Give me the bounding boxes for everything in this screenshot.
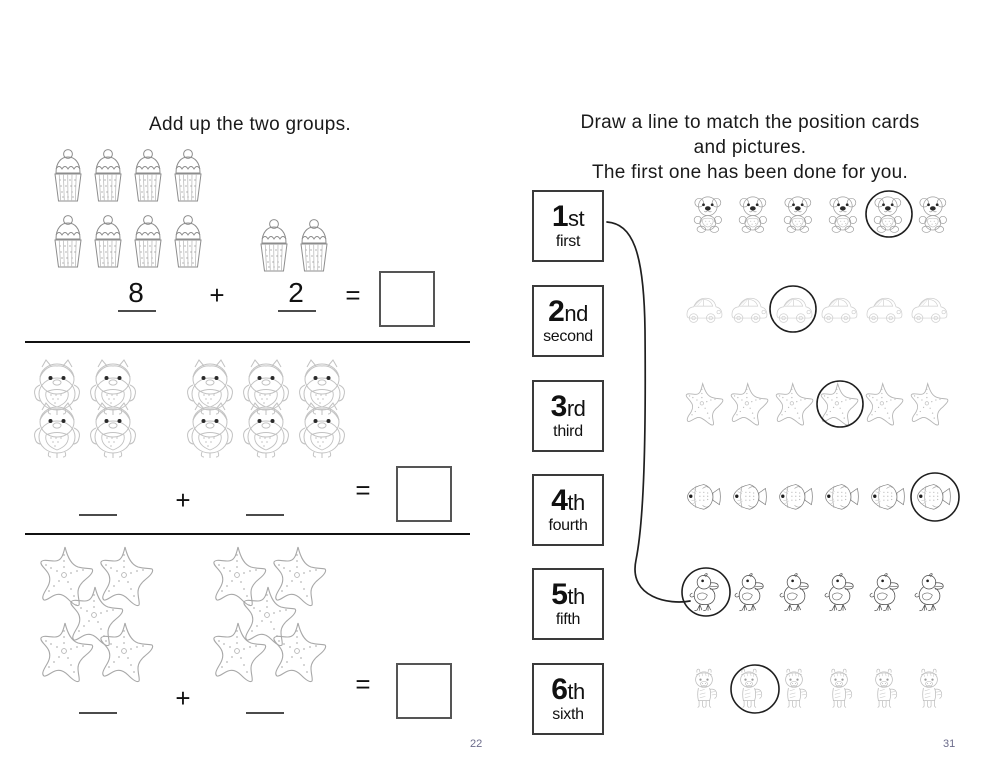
owl-group2-art	[183, 355, 383, 455]
problem-1-equation	[0, 278, 500, 324]
problem-3-addend-2-line	[246, 712, 284, 714]
picture-row-bear	[685, 190, 985, 250]
position-card-6th-word: sixth	[552, 705, 584, 723]
circle-marker-fish-6	[911, 473, 959, 521]
problem-2-addend-1-line	[79, 514, 117, 516]
bear-row-art	[685, 190, 985, 250]
picture-row-duck	[685, 568, 985, 628]
picture-row-zebra	[685, 663, 985, 723]
position-card-4th-word: fourth	[548, 516, 588, 534]
zebra-row-art	[685, 663, 985, 727]
picture-row-car	[685, 285, 985, 345]
starfish-group2-art	[208, 543, 368, 678]
problem-2-plus-sign: +	[175, 485, 191, 515]
position-card-1st[interactable]	[532, 190, 604, 262]
problem-1-addend-1-line	[118, 310, 156, 312]
duck-row-art	[685, 568, 985, 632]
circle-marker-car-3	[770, 286, 816, 332]
position-card-3rd-ordinal: 3rd	[550, 390, 586, 424]
owl-group-art	[30, 355, 180, 455]
problem-2-group-1	[30, 355, 180, 455]
problem-3-group-2	[208, 543, 368, 678]
position-card-1st-ordinal: 1st	[551, 200, 585, 234]
problem-2-group-2	[183, 355, 383, 455]
problem-3-addend-1-line	[79, 712, 117, 714]
starfish-row-art	[685, 378, 985, 438]
cupcake-group-art	[50, 145, 280, 275]
position-card-3rd-word: third	[553, 422, 583, 440]
problem-1-group-1	[50, 145, 280, 275]
right-instruction-line-2: and pictures.	[693, 137, 807, 159]
right-instruction-line-1: Draw a line to match the position cards	[580, 112, 920, 133]
problem-3-plus-sign: +	[175, 683, 191, 713]
problem-1-addend-1: 8	[128, 277, 144, 308]
fish-row-art	[685, 473, 995, 533]
problem-2-equals-sign: =	[355, 475, 371, 505]
starfish-group-art	[35, 543, 195, 678]
problem-1-plus-sign: +	[209, 280, 225, 310]
left-page-instruction: Add up the two groups.	[148, 114, 351, 135]
problem-3-answer-box[interactable]	[396, 663, 452, 719]
problem-divider-1	[25, 341, 470, 343]
problem-1-addend-2-line	[278, 310, 316, 312]
problem-1-equals-sign: =	[345, 280, 361, 310]
position-card-2nd-ordinal: 2nd	[548, 295, 588, 329]
left-page-number: 22	[470, 738, 483, 750]
right-worksheet-page	[500, 0, 1000, 762]
problem-3-equals-sign: =	[355, 669, 371, 699]
problem-2-equation	[0, 470, 500, 516]
position-card-5th-ordinal: 5th	[551, 578, 585, 612]
problem-2-addend-2-line	[246, 514, 284, 516]
position-card-5th[interactable]	[532, 568, 604, 640]
problem-1-answer-box[interactable]	[379, 271, 435, 327]
position-card-4th[interactable]	[532, 474, 604, 546]
problem-2-answer-box[interactable]	[396, 466, 452, 522]
problem-3-equation	[0, 660, 500, 713]
position-card-4th-ordinal: 4th	[551, 484, 585, 518]
position-card-1st-word: first	[555, 232, 581, 250]
position-card-6th-ordinal: 6th	[551, 673, 585, 707]
cupcake-group2-art	[256, 215, 376, 277]
position-card-2nd[interactable]	[532, 285, 604, 357]
right-page-instruction	[520, 110, 980, 185]
position-card-5th-word: fifth	[555, 610, 581, 628]
right-instruction-line-3: The first one has been done for you.	[591, 162, 909, 184]
problem-1-group-2	[256, 215, 376, 277]
car-row-art	[685, 285, 985, 345]
problem-3-group-1	[35, 543, 195, 678]
problem-1-addend-2: 2	[288, 277, 304, 308]
position-card-3rd[interactable]	[532, 380, 604, 452]
picture-row-starfish	[685, 378, 985, 438]
position-card-2nd-word: second	[543, 327, 593, 345]
position-card-6th[interactable]	[532, 663, 604, 735]
problem-divider-2	[25, 533, 470, 535]
right-page-number: 31	[943, 738, 956, 750]
picture-row-fish	[685, 473, 995, 533]
circle-marker-duck-1	[682, 568, 730, 616]
